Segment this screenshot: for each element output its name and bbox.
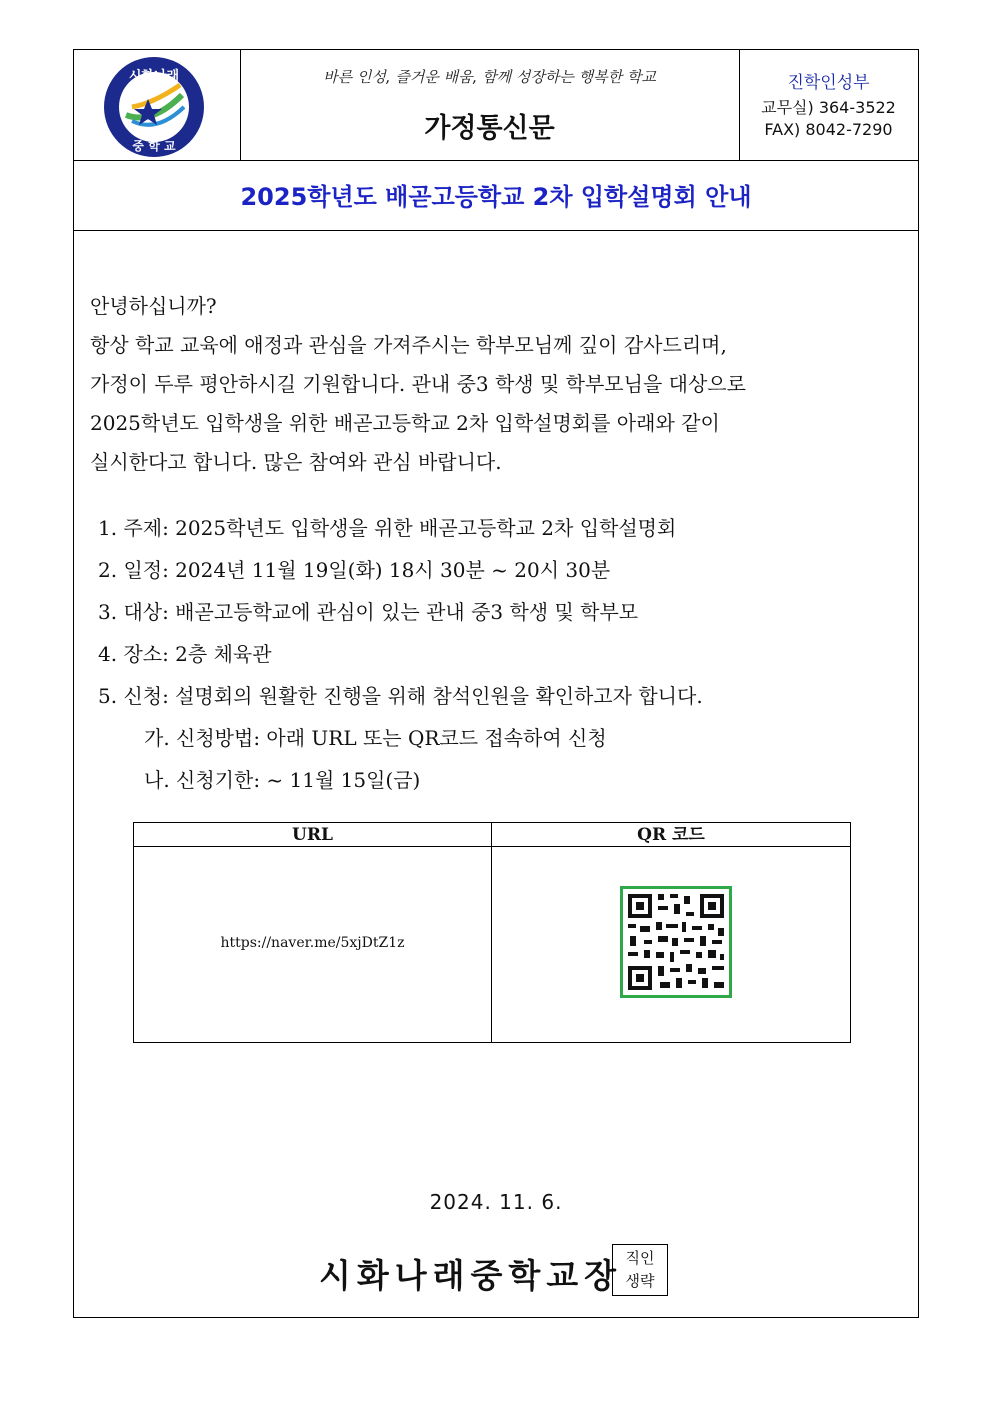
newsletter-title: 가정통신문: [424, 113, 555, 144]
intro-line: 2025학년도 입학생을 위한 배곧고등학교 2차 입학설명회를 아래와 같이: [90, 411, 720, 435]
logo-cell: [74, 50, 241, 160]
intro-line: 안녕하십니까?: [90, 294, 217, 318]
newsletter-frame: [73, 49, 919, 1318]
principal-signature: 시화나래중학교장: [319, 1256, 623, 1295]
url-column-header: URL: [134, 823, 492, 847]
qr-code[interactable]: [620, 886, 732, 998]
seal-text: 생략: [625, 1272, 655, 1290]
intro-line: 항상 학교 교육에 애정과 관심을 가져주시는 학부모님께 깊이 감사드리며,: [90, 333, 727, 357]
issue-date: 2024. 11. 6.: [429, 1190, 563, 1214]
list-item: 4. 장소: 2층 체육관: [98, 642, 272, 666]
document-title: 2025학년도 배곧고등학교 2차 입학설명회 안내: [240, 183, 752, 211]
intro-line: 실시한다고 합니다. 많은 참여와 관심 바랍니다.: [90, 450, 502, 474]
list-item: 5. 신청: 설명회의 원활한 진행을 위해 참석인원을 확인하고자 합니다.: [98, 684, 703, 708]
intro-paragraph: [90, 287, 920, 482]
logo-text-top: 시화나래: [128, 69, 180, 84]
application-url[interactable]: https://naver.me/5xjDtZ1z: [220, 935, 405, 951]
logo-text-bottom: 중 학 교: [132, 139, 176, 153]
title-row: [74, 160, 918, 231]
phone-number: 교무실) 364-3522: [761, 98, 896, 117]
sub-list-item: 가. 신청방법: 아래 URL 또는 QR코드 접속하여 신청: [144, 726, 607, 750]
details-list: [98, 507, 918, 801]
seal-text: 직인: [625, 1249, 655, 1267]
department-name: 진학인성부: [787, 73, 870, 93]
application-table: [133, 822, 851, 1043]
list-item: 2. 일정: 2024년 11월 19일(화) 18시 30분 ~ 20시 30분: [98, 558, 611, 582]
sub-list-item: 나. 신청기한: ~ 11월 15일(금): [144, 768, 421, 792]
list-item: 3. 대상: 배곧고등학교에 관심이 있는 관내 중3 학생 및 학부모: [98, 600, 639, 624]
seal-omitted-box: [612, 1244, 668, 1296]
school-logo: [102, 55, 206, 159]
intro-line: 가정이 두루 평안하시길 기원합니다. 관내 중3 학생 및 학부모님을 대상으로: [90, 372, 746, 396]
url-cell: [134, 847, 492, 1042]
header: [74, 50, 918, 161]
contact-cell: [739, 50, 918, 160]
motto-cell: [240, 50, 740, 160]
qr-column-header: QR 코드: [492, 823, 850, 847]
list-item: 1. 주제: 2025학년도 입학생을 위한 배곧고등학교 2차 입학설명회: [98, 516, 677, 540]
school-motto: 바른 인성, 즐거운 배움, 함께 성장하는 행복한 학교: [323, 68, 656, 86]
fax-number: FAX) 8042-7290: [764, 120, 893, 139]
